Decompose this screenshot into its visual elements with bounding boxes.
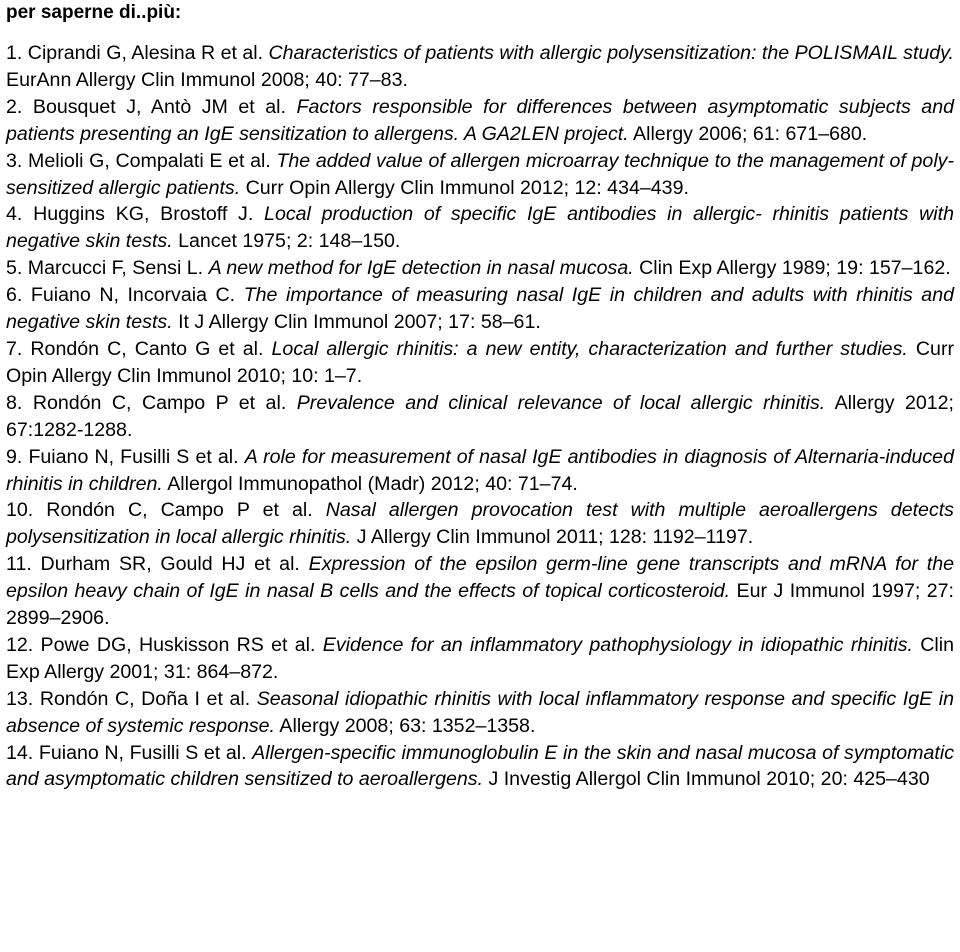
reference-title: The added value of allergen microarray technique to the management of poly-sensitized allergic patients. bbox=[6, 149, 954, 199]
reference-source: Lancet 1975; 2: 148–150. bbox=[178, 230, 401, 253]
reference-item bbox=[6, 336, 954, 390]
reference-source: Clin Exp Allergy 2001; 31: 864–872. bbox=[6, 633, 954, 683]
reference-source: Allergy 2008; 63: 1352–1358. bbox=[279, 714, 536, 737]
reference-source: Clin Exp Allergy 1989; 19: 157–162. bbox=[639, 257, 951, 280]
reference-number: 1. bbox=[6, 42, 23, 64]
reference-title: A new method for IgE detection in nasal mucosa. bbox=[208, 257, 634, 280]
reference-source: Allergy 2012; 67:1282-1288. bbox=[6, 391, 954, 441]
reference-number: 4. bbox=[6, 203, 23, 226]
reference-source: EurAnn Allergy Clin Immunol 2008; 40: 77–83. bbox=[6, 68, 408, 91]
reference-authors: Fuiano N, Incorvaia C. bbox=[30, 284, 236, 307]
reference-number: 13. bbox=[6, 687, 34, 710]
reference-source: It J Allergy Clin Immunol 2007; 17: 58–61. bbox=[178, 311, 541, 334]
reference-title: The importance of measuring nasal IgE in children and adults with rhinitis and negative skin tests. bbox=[6, 284, 954, 334]
reference-list bbox=[6, 40, 954, 793]
reference-item bbox=[6, 282, 954, 336]
reference-authors: Marcucci F, Sensi L. bbox=[27, 257, 204, 280]
reference-authors: Ciprandi G, Alesina R et al. bbox=[27, 42, 264, 64]
reference-number: 6. bbox=[6, 284, 23, 307]
reference-authors: Huggins KG, Brostoff J. bbox=[33, 203, 254, 226]
reference-item bbox=[6, 390, 954, 444]
reference-source: Curr Opin Allergy Clin Immunol 2012; 12: 434–439. bbox=[245, 176, 689, 199]
reference-number: 2. bbox=[6, 95, 23, 118]
reference-authors: Fuiano N, Fusilli S et al. bbox=[28, 445, 239, 468]
reference-title: Nasal allergen provocation test with multiple aeroallergens detects polysensitization in local allergic rhinitis. bbox=[6, 499, 954, 549]
reference-authors: Rondón C, Doña I et al. bbox=[39, 687, 251, 710]
reference-title: Seasonal idiopathic rhinitis with local inflammatory response and specific IgE in absence of systemic response. bbox=[6, 687, 954, 737]
reference-item bbox=[6, 201, 954, 255]
reference-title: Prevalence and clinical relevance of local allergic rhinitis. bbox=[296, 391, 826, 414]
reference-authors: Powe DG, Huskisson RS et al. bbox=[40, 633, 316, 656]
reference-title: Local production of specific IgE antibodies in allergic- rhinitis patients with negative skin tests. bbox=[6, 203, 954, 253]
reference-source: Allergol Immunopathol (Madr) 2012; 40: 71–74. bbox=[167, 472, 578, 495]
reference-title: Allergen-specific immunoglobulin E in the skin and nasal mucosa of symptomatic and asymptomatic children sensitized to aeroallergens. bbox=[6, 741, 954, 791]
reference-item bbox=[6, 255, 954, 282]
reference-title: A role for measurement of nasal IgE antibodies in diagnosis of Alternaria-induced rhinitis in children. bbox=[6, 445, 954, 495]
reference-source: J Investig Allergol Clin Immunol 2010; 20: 425–430 bbox=[488, 768, 930, 791]
reference-number: 7. bbox=[6, 337, 23, 360]
reference-number: 8. bbox=[6, 391, 23, 414]
reference-authors: Melioli G, Compalati E et al. bbox=[28, 149, 271, 172]
reference-authors: Rondón C, Campo P et al. bbox=[46, 499, 313, 522]
reference-source: Curr Opin Allergy Clin Immunol 2010; 10: 1–7. bbox=[6, 337, 954, 387]
reference-authors: Bousquet J, Antò JM et al. bbox=[32, 95, 286, 118]
reference-number: 3. bbox=[6, 149, 23, 172]
reference-authors: Rondón C, Campo P et al. bbox=[32, 391, 287, 414]
reference-title: Characteristics of patients with allergic polysensitization: the POLISMAIL study. bbox=[268, 42, 954, 64]
reference-item bbox=[6, 148, 954, 202]
reference-number: 10. bbox=[6, 499, 34, 522]
reference-number: 5. bbox=[6, 257, 23, 280]
reference-item bbox=[6, 497, 954, 551]
section-heading: per saperne di..più: bbox=[6, 2, 182, 23]
reference-item bbox=[6, 94, 954, 148]
reference-authors: Rondón C, Canto G et al. bbox=[30, 337, 264, 360]
reference-source: Eur J Immunol 1997; 27: 2899–2906. bbox=[6, 580, 954, 630]
reference-title: Factors responsible for differences between asymptomatic subjects and patients presenting an IgE sensitization to allergens. A GA2LEN project. bbox=[6, 95, 954, 145]
reference-item bbox=[6, 444, 954, 498]
reference-source: J Allergy Clin Immunol 2011; 128: 1192–1197. bbox=[356, 526, 754, 549]
reference-authors: Fuiano N, Fusilli S et al. bbox=[38, 741, 247, 764]
reference-number: 12. bbox=[6, 633, 34, 656]
reference-item bbox=[6, 632, 954, 686]
reference-number: 14. bbox=[6, 741, 34, 764]
reference-item bbox=[6, 40, 954, 94]
reference-title: Expression of the epsilon germ-line gene transcripts and mRNA for the epsilon heavy chain of IgE in nasal B cells and the effects of topical corticosteroid. bbox=[6, 553, 955, 603]
reference-title: Evidence for an inflammatory pathophysiology in idiopathic rhinitis. bbox=[322, 633, 913, 656]
reference-number: 11. bbox=[6, 553, 32, 576]
reference-source: Allergy 2006; 61: 671–680. bbox=[633, 122, 868, 145]
reference-title: Local allergic rhinitis: a new entity, characterization and further studies. bbox=[271, 337, 908, 360]
reference-item bbox=[6, 740, 954, 794]
reference-number: 9. bbox=[6, 445, 23, 468]
reference-item bbox=[6, 686, 954, 740]
reference-authors: Durham SR, Gould HJ et al. bbox=[40, 553, 300, 576]
reference-item bbox=[6, 551, 954, 632]
